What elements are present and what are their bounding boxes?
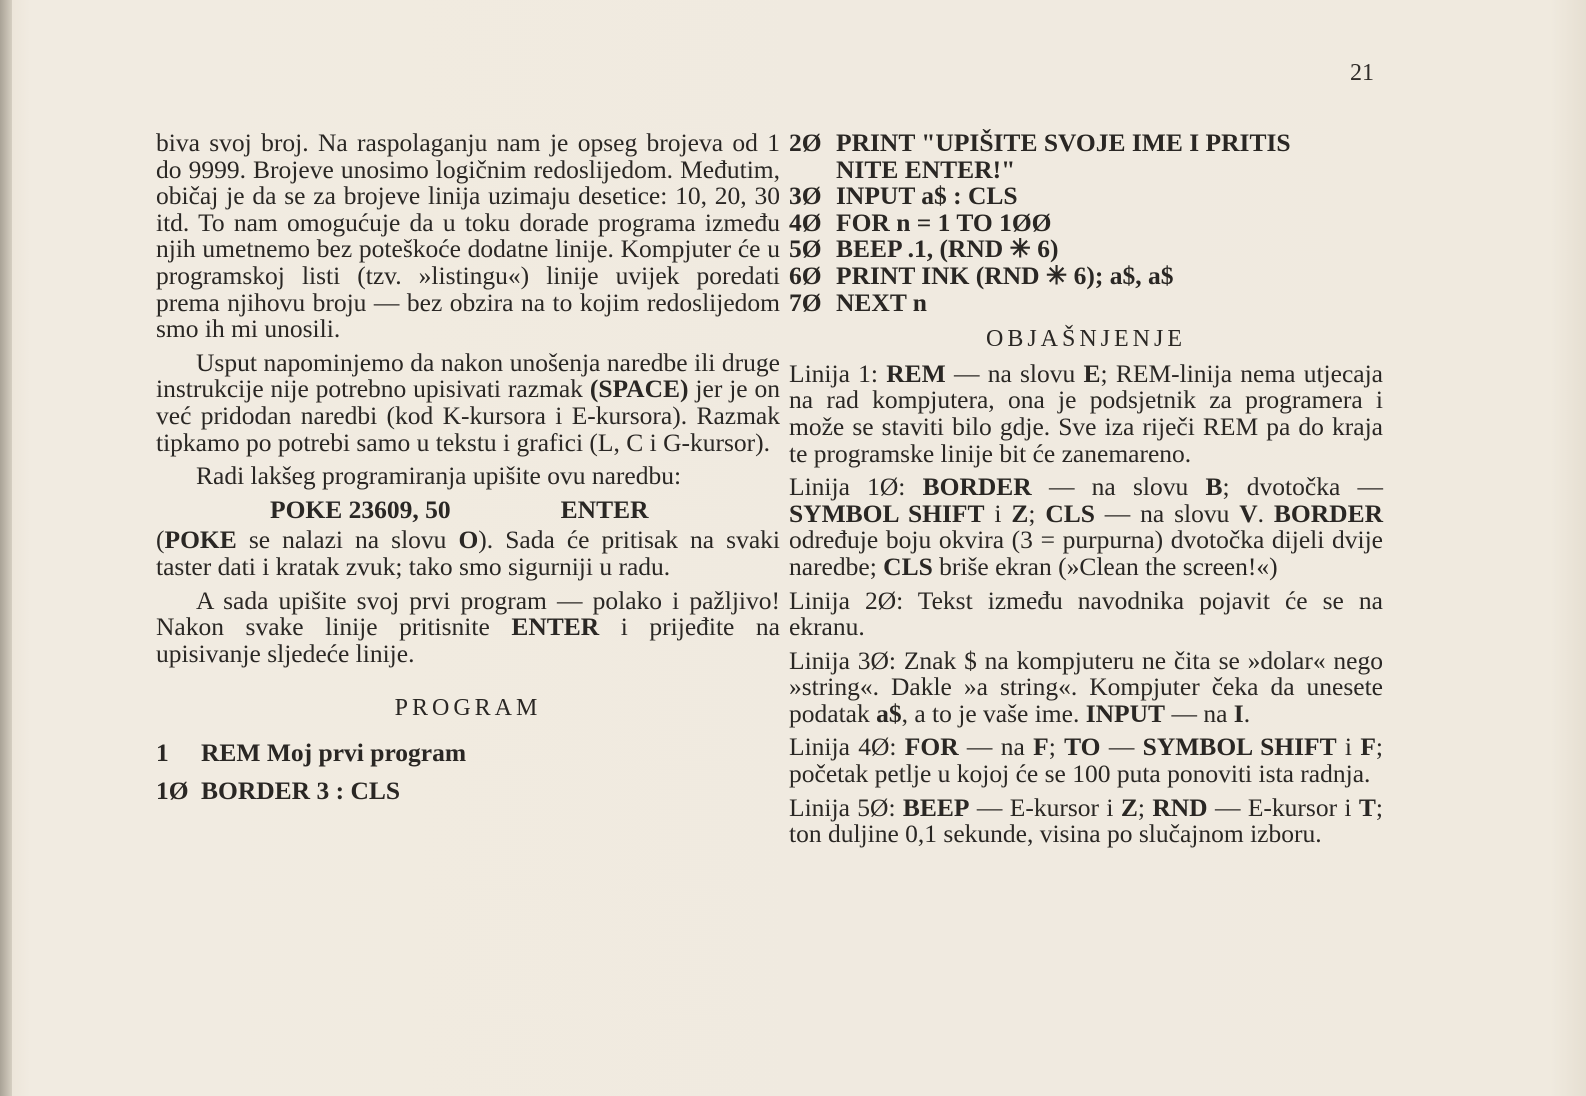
program-listing-continued bbox=[789, 130, 1383, 316]
line-code: PRINT "UPIŠITE SVOJE IME I PRITIS bbox=[836, 128, 1291, 157]
keyword: SYMBOL SHIFT bbox=[789, 498, 985, 528]
paragraph-poke-intro: Radi lakšeg programiranja upišite ovu naredbu: bbox=[196, 461, 682, 491]
keyword: TO bbox=[1064, 732, 1101, 762]
keyword: INPUT bbox=[1085, 698, 1166, 728]
text-run: određuje boju okvira (3 = purpurna) dvotočka dijeli dvije naredbe; bbox=[789, 525, 1383, 581]
keyword-enter: ENTER bbox=[511, 612, 600, 642]
keyword: REM bbox=[886, 358, 946, 388]
line-number: 7Ø bbox=[789, 287, 822, 317]
explanation-line-50 bbox=[789, 792, 1384, 849]
keyword-poke: POKE bbox=[164, 525, 237, 555]
key-letter: O bbox=[458, 525, 479, 555]
line-code: BEEP .1, (RND ✳ 6) bbox=[836, 234, 1059, 264]
line-number: 2Ø bbox=[789, 128, 822, 157]
code-line bbox=[156, 737, 780, 767]
code-line bbox=[156, 778, 780, 805]
keyword: a$ bbox=[876, 698, 902, 728]
text-run: A sada upišite svoj prvi program — polako i pažljivo! Nakon svake linije pritisnite bbox=[156, 585, 780, 642]
text-run: ; bbox=[1137, 792, 1153, 822]
program-heading: PROGRAM bbox=[394, 695, 542, 722]
code-line bbox=[789, 260, 1383, 290]
explanation-heading: OBJAŠNJENJE bbox=[985, 326, 1187, 353]
text-run: ; dvotočka — bbox=[1222, 472, 1383, 502]
page-number: 21 bbox=[1350, 60, 1374, 86]
line-code: NEXT n bbox=[836, 287, 927, 317]
text-run: i prijeđite na upisivanje sljedeće linije. bbox=[156, 612, 780, 668]
text-run: ; bbox=[1028, 498, 1046, 528]
text-run: — bbox=[1100, 732, 1143, 762]
text-run: Usput napominjemo da nakon unošenja naredbe ili druge instrukcije nije potrebno upisivati razmak bbox=[156, 347, 780, 404]
spacer bbox=[451, 497, 561, 524]
line-code: PRINT INK (RND ✳ 6); a$, a$ bbox=[836, 260, 1174, 290]
text-run: i bbox=[1336, 732, 1361, 762]
right-column bbox=[789, 130, 1383, 855]
key-letter: F bbox=[1360, 732, 1376, 762]
key-letter: I bbox=[1233, 698, 1244, 728]
key-letter: E bbox=[1083, 358, 1101, 388]
key-letter: F bbox=[1033, 732, 1049, 762]
explanation-line-20: Linija 2Ø: Tekst između navodnika pojavit će se na ekranu. bbox=[789, 585, 1383, 642]
text-run: jer je on već pridodan naredbi (kod K-kursora i E-kursora). Razmak tipkamo po potrebi samo u tekstu i grafici (L, C i G-kursor). bbox=[156, 374, 780, 457]
line-number: 5Ø bbox=[789, 234, 822, 264]
code-line bbox=[789, 183, 1383, 210]
line-number: 4Ø bbox=[789, 207, 822, 237]
program-listing-start bbox=[156, 737, 780, 806]
paragraph-space-note bbox=[156, 347, 780, 457]
text-run: — na slovu bbox=[1031, 472, 1206, 502]
text-run: ; bbox=[1048, 732, 1065, 762]
text-run: Linija 3Ø: Znak $ na kompjuteru ne čita se »dolar« nego »string«. Dakle »a string«. Kompjuter čeka da unesete podatak bbox=[789, 645, 1383, 728]
keyword: RND bbox=[1152, 792, 1208, 822]
text-run: ( bbox=[156, 525, 165, 555]
explanation-line-30 bbox=[789, 645, 1383, 728]
text-run: , a to je vaše ime. bbox=[901, 698, 1086, 728]
keyword: BORDER bbox=[922, 472, 1032, 502]
text-run: se nalazi na slovu bbox=[236, 525, 459, 555]
keyword: BORDER bbox=[1273, 498, 1384, 528]
keyword: FOR bbox=[904, 732, 959, 762]
left-column bbox=[156, 130, 780, 817]
text-run: briše ekran (»Clean the screen!«) bbox=[932, 551, 1278, 581]
text-run: Linija 1: bbox=[789, 358, 887, 388]
text-run: — E-kursor i bbox=[969, 792, 1121, 822]
line-code: BORDER 3 : CLS bbox=[201, 776, 401, 806]
text-run: Linija 1Ø: bbox=[789, 472, 923, 502]
code-line bbox=[789, 130, 1383, 157]
text-run: i bbox=[984, 498, 1012, 528]
poke-command: POKE 23609, 50 bbox=[270, 494, 451, 524]
text-run: — E-kursor i bbox=[1207, 792, 1359, 822]
text-run: ; REM-linija nema utjecaja na rad kompjutera, ona je podsjetnik za programera i može se staviti bilo gdje. Sve iza riječi REM pa do kraja te programske linije bit će zanemareno. bbox=[789, 358, 1383, 468]
keyword: CLS bbox=[1045, 498, 1095, 528]
text-run: . bbox=[1257, 498, 1274, 528]
text-run: Linija 5Ø: bbox=[789, 792, 903, 822]
text-run: Linija 4Ø: bbox=[789, 732, 905, 762]
keyword-space: (SPACE) bbox=[589, 374, 689, 404]
book-spine-shadow bbox=[0, 0, 12, 1096]
text-run: — na bbox=[1165, 698, 1234, 728]
code-line-continuation: NITE ENTER!" bbox=[836, 154, 1016, 184]
code-line bbox=[789, 236, 1383, 263]
paragraph-first-program bbox=[156, 585, 780, 668]
line-number: 3Ø bbox=[789, 181, 822, 211]
key-letter: V bbox=[1239, 498, 1258, 528]
line-number: 1Ø bbox=[156, 776, 189, 806]
code-line bbox=[789, 287, 1383, 317]
line-number: 1 bbox=[156, 737, 169, 767]
line-code: FOR n = 1 TO 1ØØ bbox=[836, 207, 1052, 237]
text-run: ; ton duljine 0,1 sekunde, visina po slučajnom izboru. bbox=[789, 792, 1384, 849]
keyword: BEEP bbox=[902, 792, 970, 822]
key-letter: Z bbox=[1011, 498, 1029, 528]
poke-command-line bbox=[270, 494, 780, 524]
line-code: REM Moj prvi program bbox=[201, 737, 467, 767]
key-letter: B bbox=[1205, 472, 1223, 502]
line-number: 6Ø bbox=[789, 260, 822, 290]
explanation-line-40 bbox=[789, 734, 1383, 787]
paragraph-poke-explanation bbox=[156, 527, 780, 580]
code-line bbox=[789, 207, 1383, 237]
text-run: — na bbox=[958, 732, 1034, 762]
text-run: . bbox=[1243, 698, 1251, 728]
paragraph-line-numbers: biva svoj broj. Na raspolaganju nam je opseg brojeva od 1 do 9999. Brojeve unosimo logičnim redoslijedom. Međutim, običaj je da se za brojeve linija uzimaju desetice: 10, 20, 30 itd. To nam omogućuje da u toku dorade programa između njih umetnemo bez poteškoće dodatne linije. Kompjuter će u programskoj listi (tzv. »listingu«) linije uvijek poredati prema njihovu broju — bez obzira na to kojim redoslijedom smo ih mi unosili. bbox=[156, 128, 780, 344]
explanation-line-1 bbox=[789, 358, 1383, 468]
keyword: CLS bbox=[883, 551, 933, 581]
text-run: ; početak petlje u kojoj će se 100 puta ponoviti ista radnja. bbox=[789, 732, 1383, 789]
line-code: INPUT a$ : CLS bbox=[836, 181, 1018, 211]
keyword: SYMBOL SHIFT bbox=[1142, 732, 1337, 762]
enter-key-label: ENTER bbox=[560, 494, 649, 524]
key-letter: T bbox=[1358, 792, 1376, 822]
text-run: — na slovu bbox=[945, 358, 1084, 388]
text-run: — na slovu bbox=[1094, 498, 1240, 528]
explanation-line-10 bbox=[789, 474, 1383, 580]
key-letter: Z bbox=[1120, 792, 1138, 822]
text-run: ). Sada će pritisak na svaki taster dati i kratak zvuk; tako smo sigurniji u radu. bbox=[156, 525, 780, 581]
